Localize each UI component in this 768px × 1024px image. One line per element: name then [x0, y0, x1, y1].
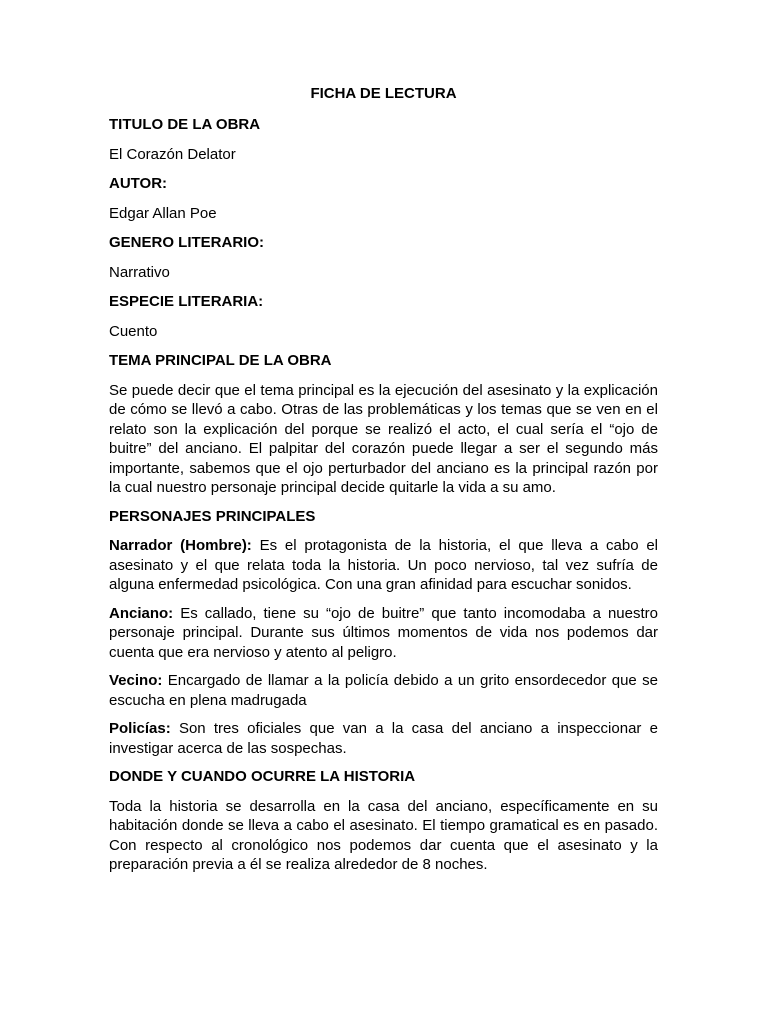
field-label-titulo: TITULO DE LA OBRA — [109, 116, 261, 133]
character-name: Narrador (Hombre): — [109, 537, 252, 554]
field-value-especie: Cuento — [109, 322, 158, 340]
field-value-genero: Narrativo — [109, 263, 170, 281]
character-description: Es el protagonista de la historia, el que lleva a cabo el asesinato y el que relata toda la historia. Un poco nervioso, tal vez sufría de alguna enfermedad psicológica. Con una gran afinidad para escuchar sonidos. — [109, 537, 659, 593]
field-label-autor: AUTOR: — [109, 175, 168, 192]
field-value-titulo: El Corazón Delator — [109, 145, 236, 163]
character-narrador — [109, 536, 658, 595]
tema-paragraph: Se puede decir que el tema principal es la ejecución del asesinato y la explicación de cómo se llevó a cabo. Otras de las problemáticas y los temas que se ven en el relato son la explicación del porque se realizó el acto, el cual sería el “ojo de buitre” del anciano. El palpitar del corazón puede llegar a ser el segundo más importante, sabemos que el ojo perturbador del anciano es la principal razón por la cual nuestro personaje principal decide quitarle la vida a su amo. — [109, 381, 658, 496]
document-title: FICHA DE LECTURA — [310, 85, 457, 102]
tema-heading: TEMA PRINCIPAL DE LA OBRA — [109, 352, 332, 369]
character-description: Es callado, tiene su “ojo de buitre” que tanto incomodaba a nuestro personaje principal. Durante sus últimos momentos de vida nos podemos dar cuenta que era nervioso y atento al peligro. — [109, 604, 658, 661]
field-label-genero: GENERO LITERARIO: — [109, 234, 265, 251]
character-name: Vecino: — [109, 672, 163, 689]
character-policias — [109, 719, 658, 758]
donde-heading: DONDE Y CUANDO OCURRE LA HISTORIA — [109, 768, 416, 785]
character-vecino — [109, 671, 658, 710]
field-label-especie: ESPECIE LITERARIA: — [109, 293, 264, 310]
character-name: Anciano: — [109, 604, 174, 622]
character-description: Son tres oficiales que van a la casa del anciano a inspeccionar e investigar acerca de las sospechas. — [109, 720, 658, 757]
personajes-heading: PERSONAJES PRINCIPALES — [109, 507, 316, 525]
donde-paragraph: Toda la historia se desarrolla en la casa del anciano, específicamente en su habitación donde se lleva a cabo el asesinato. El tiempo gramatical es en pasado. Con respecto al cronológico nos podemos dar cuenta que el asesinato y la preparación previa a él se realiza alrededor de 8 noches. — [109, 797, 658, 873]
character-name: Policías: — [109, 720, 171, 737]
character-description: Encargado de llamar a la policía debido a un grito ensordecedor que se escucha en plena madrugada — [109, 672, 659, 709]
document-page — [109, 84, 658, 884]
character-anciano — [109, 604, 658, 663]
field-value-autor: Edgar Allan Poe — [109, 204, 217, 222]
